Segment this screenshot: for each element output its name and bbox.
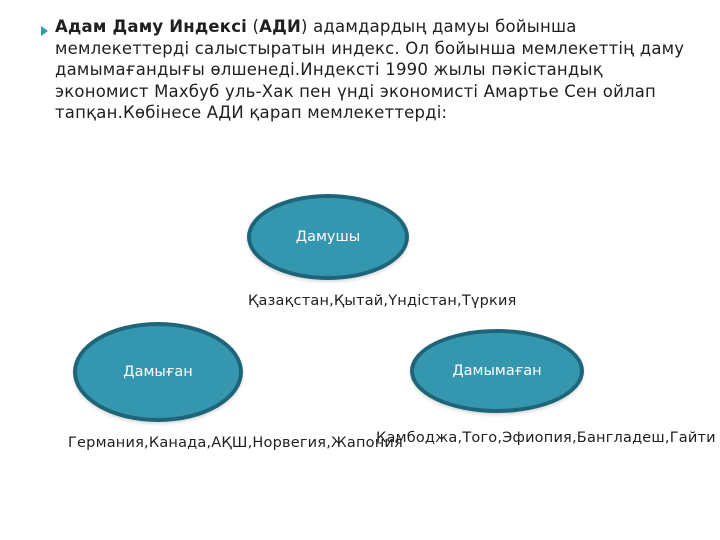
intro-abbreviation: АДИ bbox=[259, 17, 302, 36]
node-underdeveloped bbox=[410, 329, 584, 413]
bullet-arrow-icon bbox=[41, 26, 48, 36]
intro-term-close: ) bbox=[301, 17, 308, 36]
underdeveloped-countries-list: Камбоджа,Того,Эфиопия,Бангладеш,Гайти bbox=[376, 430, 716, 446]
intro-term: Адам Даму Индексі bbox=[55, 17, 248, 36]
intro-body: адамдардың дамуы бойынша мемлекеттерді салыстыратын индекс. Ол бойынша мемлекеттің даму дамымағандығы өлшенеді.Индексті 1990 жылы пәкістандық экономист Махбуб уль-Хак пен үнді экономисті Амартье Сен ойлап тапқан.Көбінесе АДИ қарап мемлекеттерді: bbox=[55, 17, 685, 122]
node-developing bbox=[247, 194, 409, 280]
node-developing-label: Дамушы bbox=[295, 228, 361, 245]
developed-countries-list: Германия,Канада,АҚШ,Норвегия,Жапония bbox=[68, 435, 403, 451]
intro-term-open: ( bbox=[247, 17, 260, 36]
intro-paragraph bbox=[55, 16, 695, 124]
node-developed bbox=[73, 322, 243, 422]
developing-countries-list: Қазақстан,Қытай,Үндістан,Түркия bbox=[248, 293, 517, 309]
node-underdeveloped-label: Дамымаған bbox=[452, 362, 542, 379]
node-developed-label: Дамыған bbox=[123, 363, 193, 380]
